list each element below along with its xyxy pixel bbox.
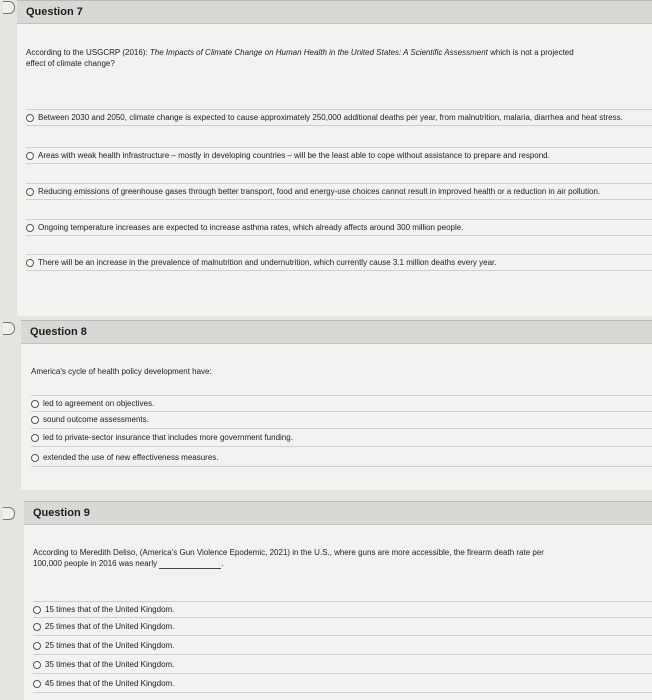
radio-button[interactable] (26, 188, 34, 196)
question-7-flag-icon[interactable] (3, 1, 15, 14)
question-9-option-4[interactable]: 35 times that of the United Kingdom. (33, 657, 652, 674)
radio-button[interactable] (33, 623, 41, 631)
question-9-flag-icon[interactable] (3, 507, 15, 520)
question-7-option-2[interactable]: Areas with weak health infrastructure – mostly in developing countries – will be the least able to cope without assistance to prepare and respond. (26, 147, 652, 164)
question-9-body (24, 525, 652, 700)
question-8-body (21, 344, 652, 490)
question-9-prompt: According to Meredith Deliso, (America's Gun Violence Epodemic, 2021) in the U.S., where guns are more accessible, the firearm death rate per 100,000 people in 2016 was nearly . (33, 548, 544, 568)
question-9-title: Question 9 (33, 507, 90, 519)
radio-button[interactable] (26, 114, 34, 122)
radio-button[interactable] (31, 400, 39, 408)
question-9-header (24, 501, 652, 525)
question-9-option-1[interactable]: 15 times that of the United Kingdom. (33, 601, 652, 618)
question-8-option-4[interactable]: extended the use of new effectiveness measures. (31, 450, 652, 467)
radio-button[interactable] (31, 434, 39, 442)
question-7-option-3[interactable]: Reducing emissions of greenhouse gases through better transport, food and energy-use choices cannot result in improved health or a reduction in air pollution. (26, 183, 652, 200)
question-7-header (17, 0, 652, 24)
radio-button[interactable] (33, 606, 41, 614)
question-7-prompt: According to the USGCRP (2016): The Impacts of Climate Change on Human Health in the United States: A Scientific Assessment which is not a projected effect of climate change? (26, 48, 574, 68)
radio-button[interactable] (33, 642, 41, 650)
question-9-option-3[interactable]: 25 times that of the United Kingdom. (33, 638, 652, 655)
radio-button[interactable] (26, 152, 34, 160)
question-8-title: Question 8 (30, 326, 87, 338)
radio-button[interactable] (26, 259, 34, 267)
radio-button[interactable] (33, 680, 41, 688)
question-9-option-5[interactable]: 45 times that of the United Kingdom. (33, 676, 652, 693)
radio-button[interactable] (33, 661, 41, 669)
question-8-option-1[interactable]: led to agreement on objectives. (31, 395, 652, 412)
question-8-header (21, 320, 652, 344)
question-7-option-4[interactable]: Ongoing temperature increases are expected to increase asthma rates, which already affects around 300 million people. (26, 219, 652, 236)
question-9-option-2[interactable]: 25 times that of the United Kingdom. (33, 619, 652, 636)
radio-button[interactable] (26, 224, 34, 232)
answer-blank (159, 560, 221, 569)
question-7-body (17, 24, 652, 316)
question-8-flag-icon[interactable] (3, 322, 15, 335)
question-8-option-3[interactable]: led to private-sector insurance that includes more government funding. (31, 430, 652, 447)
question-8-prompt: America's cycle of health policy development have: (31, 367, 212, 376)
question-7-option-5[interactable]: There will be an increase in the prevalence of malnutrition and undernutrition, which currently cause 3.1 million deaths every year. (26, 254, 652, 271)
question-7-option-1[interactable]: Between 2030 and 2050, climate change is expected to cause approximately 250,000 additional deaths per year, from malnutrition, malaria, diarrhea and heat stress. (26, 109, 652, 126)
radio-button[interactable] (31, 416, 39, 424)
question-8-option-2[interactable]: sound outcome assessments. (31, 412, 652, 429)
radio-button[interactable] (31, 454, 39, 462)
question-7-title: Question 7 (26, 6, 83, 18)
